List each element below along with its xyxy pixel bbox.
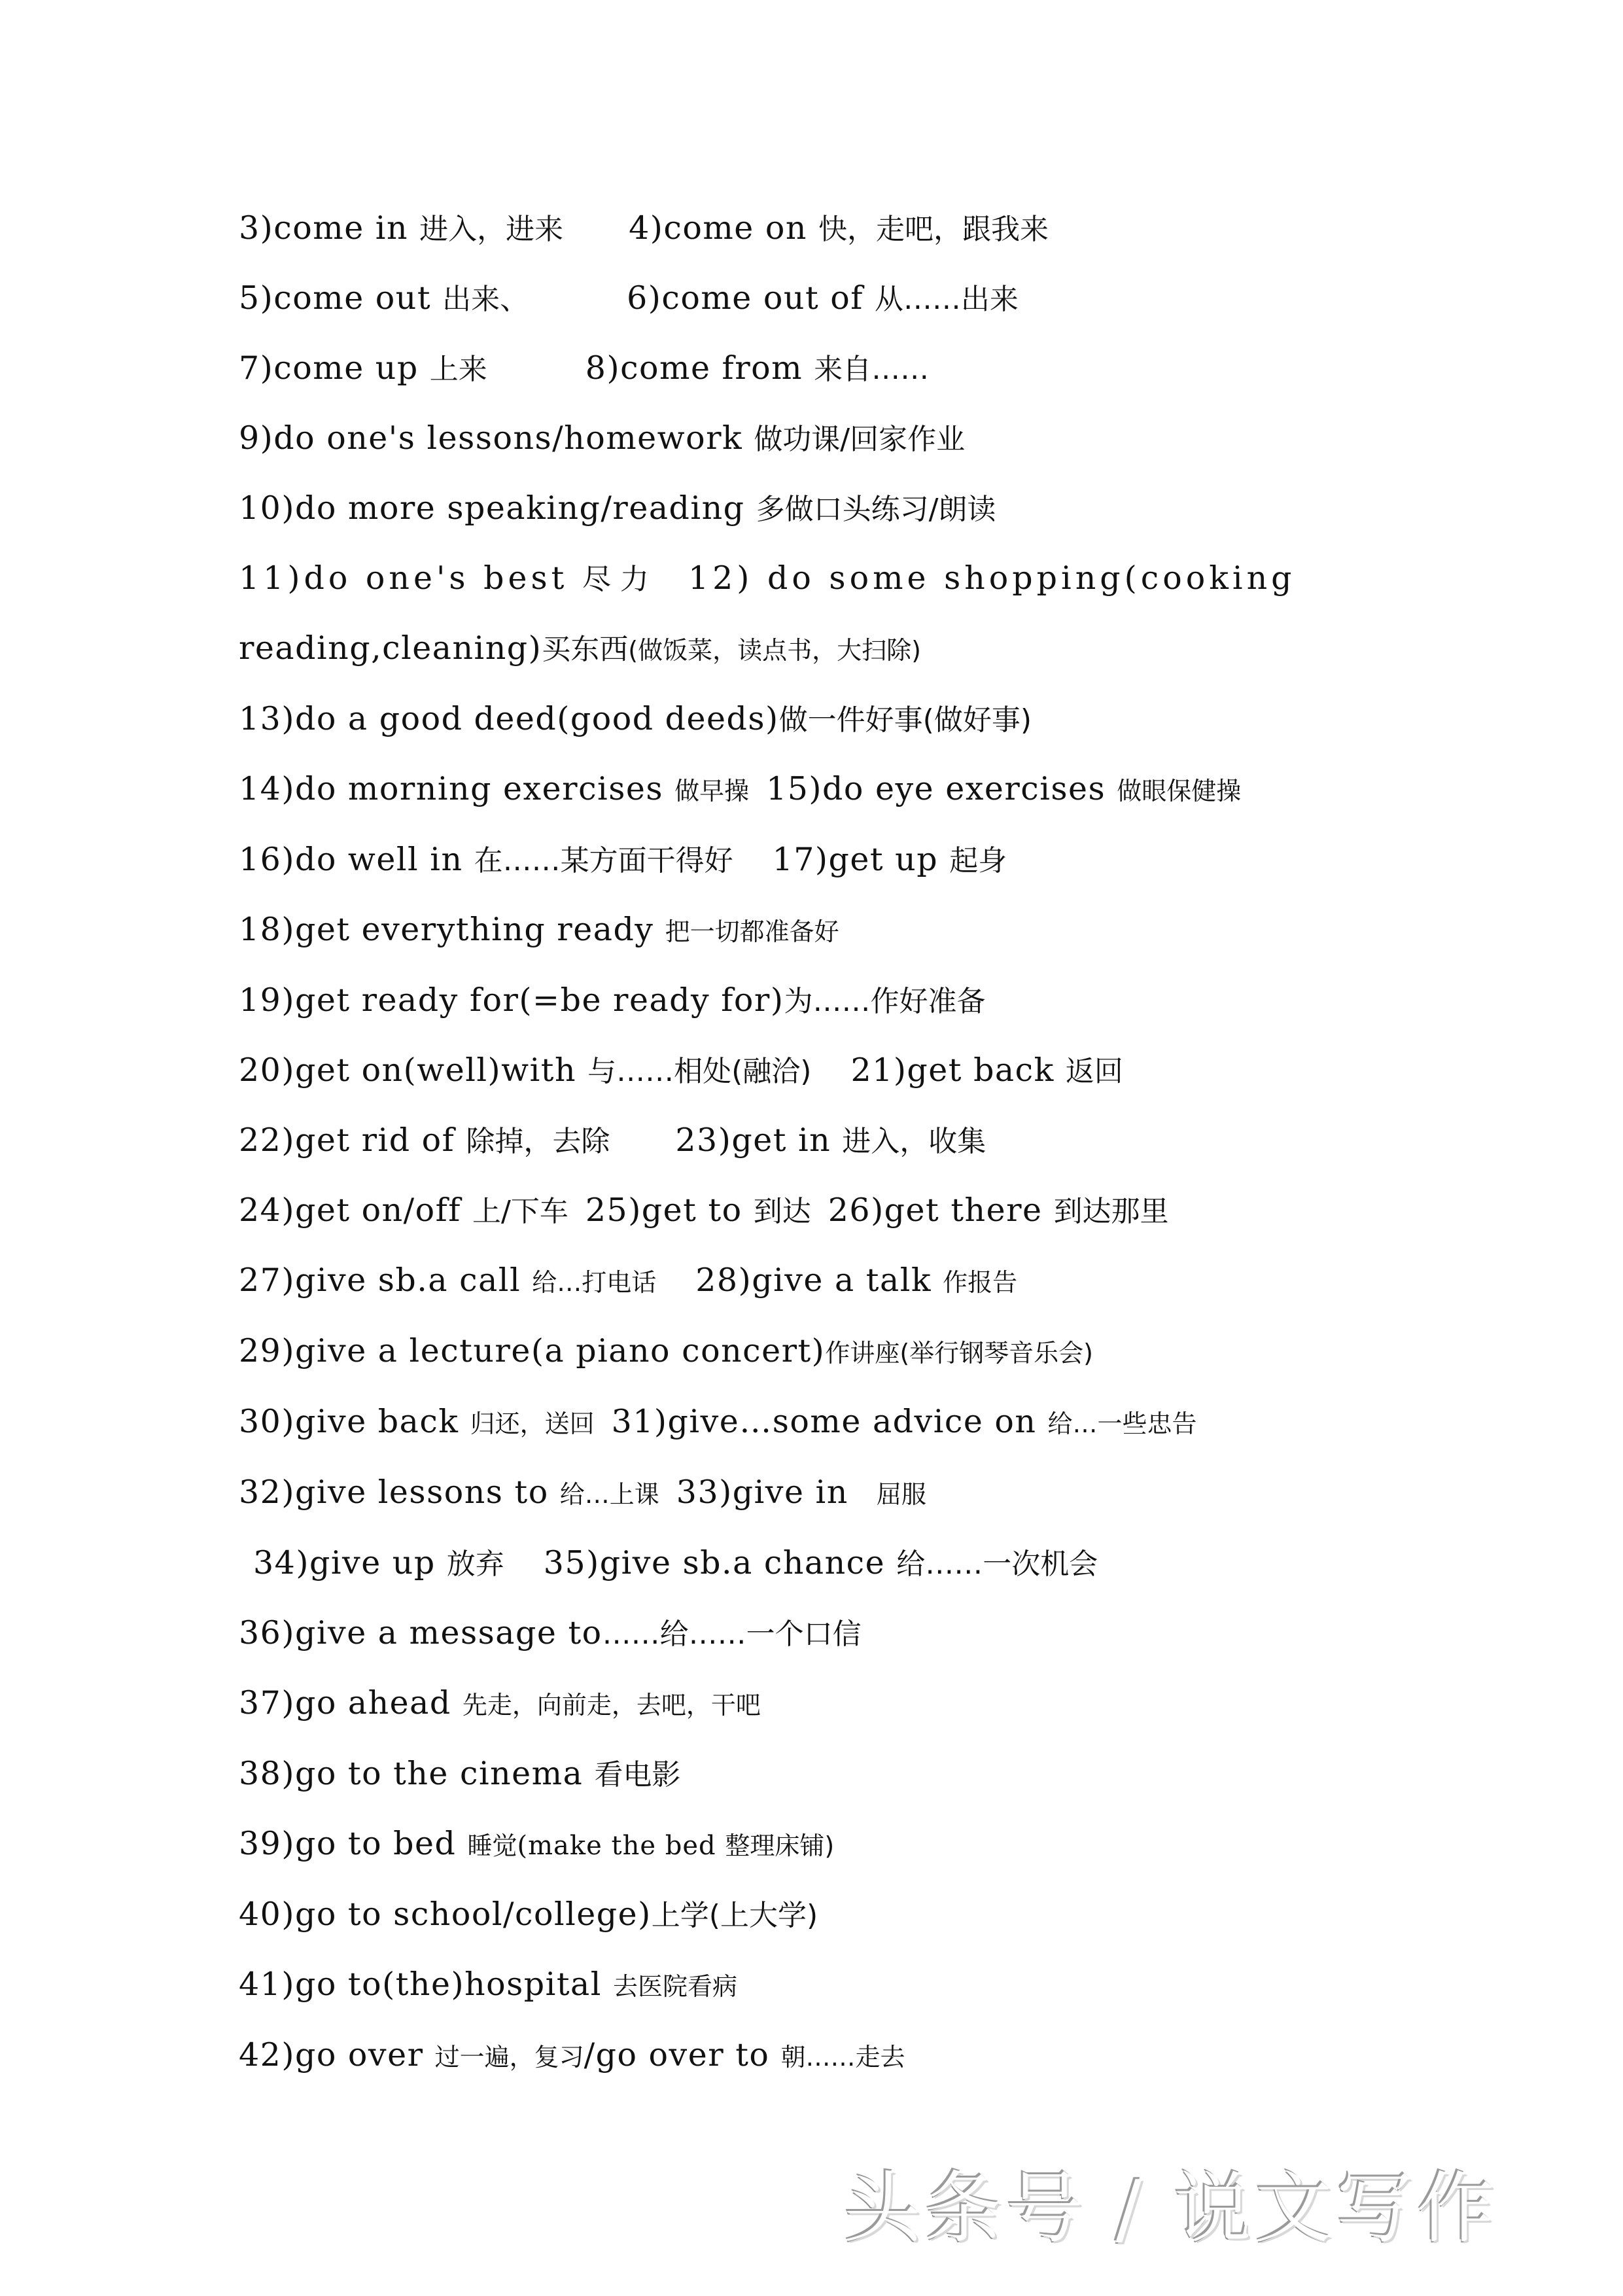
- english-phrase: 16)do well in: [239, 841, 474, 878]
- english-phrase: 18)get everything ready: [239, 911, 665, 948]
- chinese-gloss: 快，走吧，跟我来: [818, 213, 1049, 246]
- chinese-gloss: 进入，收集: [842, 1125, 986, 1158]
- english-phrase: 36)give a message to: [239, 1614, 602, 1651]
- note-line: [239, 1387, 1410, 1458]
- english-phrase: 39)go to bed: [239, 1825, 468, 1862]
- note-line: [239, 1176, 1410, 1246]
- english-phrase: 19)get ready for(=be ready for): [239, 981, 784, 1019]
- english-phrase: /go over to: [584, 2036, 781, 2074]
- chinese-gloss: 除掉，去除: [466, 1125, 610, 1158]
- chinese-gloss: 过一遍，复习: [434, 2043, 584, 2072]
- english-phrase: 11)do one's best: [239, 559, 582, 597]
- english-phrase: 4)come on: [629, 209, 818, 247]
- chinese-gloss: 起身: [949, 844, 1007, 877]
- note-line: [239, 1246, 1410, 1316]
- chinese-gloss: 做早操: [674, 777, 750, 805]
- chinese-gloss: (做饭菜，读点书，大扫除): [628, 636, 921, 665]
- english-phrase: 12) do some shopping(cooking: [688, 559, 1296, 597]
- chinese-gloss: 放弃: [446, 1547, 504, 1581]
- notes-body: [239, 194, 1410, 2091]
- chinese-gloss: 看电影: [594, 1758, 681, 1792]
- chinese-gloss: 到达: [753, 1195, 811, 1228]
- english-phrase: 7)come up: [239, 349, 430, 387]
- chinese-gloss: 把一切都准备好: [665, 917, 839, 946]
- chinese-gloss: 进入，进来: [419, 213, 564, 246]
- chinese-gloss: 给……一次机会: [896, 1547, 1098, 1581]
- english-phrase: 9)do one's lessons/homework: [239, 419, 754, 457]
- chinese-gloss: 上学(上大学): [651, 1899, 818, 1932]
- chinese-gloss: 先走，向前走，去吧，干吧: [462, 1691, 761, 1720]
- note-line: [239, 544, 1410, 614]
- chinese-gloss: 睡觉: [467, 1831, 517, 1860]
- note-line: [239, 1316, 1410, 1387]
- note-line: [239, 1598, 1410, 1669]
- english-phrase: 14)do morning exercises: [239, 770, 675, 807]
- note-line: [239, 1739, 1410, 1809]
- chinese-gloss: 去医院看病: [612, 1972, 737, 2001]
- chinese-gloss: 到达那里: [1053, 1195, 1169, 1228]
- chinese-gloss: 做功课/回家作业: [754, 423, 966, 456]
- chinese-gloss: 作报告: [943, 1268, 1018, 1297]
- english-phrase: 10)do more speaking/reading: [239, 489, 756, 527]
- note-line: [239, 1528, 1410, 1598]
- english-phrase: 30)give back: [239, 1403, 470, 1440]
- chinese-gloss: ……给……一个口信: [602, 1617, 862, 1651]
- chinese-gloss: 与……相处(融洽): [587, 1055, 812, 1088]
- note-line: [239, 1036, 1410, 1106]
- english-phrase: 22)get rid of: [239, 1122, 466, 1159]
- note-line: [239, 684, 1410, 754]
- english-phrase: 6)come out of: [627, 279, 875, 317]
- english-phrase: (make the bed: [517, 1831, 725, 1861]
- chinese-gloss: 做一件好事(做好事): [778, 703, 1032, 737]
- english-phrase: 5)come out: [239, 279, 443, 317]
- note-line: [239, 1106, 1410, 1176]
- note-line: [239, 614, 1410, 684]
- english-phrase: 24)get on/off: [239, 1192, 473, 1229]
- english-phrase: 26)get there: [828, 1192, 1054, 1229]
- note-line: [239, 1950, 1410, 2021]
- english-phrase: 20)get on(well)with: [239, 1051, 588, 1089]
- english-phrase: 37)go ahead: [239, 1684, 462, 1722]
- english-phrase: 28)give a talk: [695, 1262, 943, 1299]
- chinese-gloss: 给…打电话: [532, 1268, 657, 1297]
- chinese-gloss: 上来: [429, 353, 487, 386]
- note-line: [239, 754, 1410, 825]
- english-phrase: 34)give up: [253, 1544, 447, 1581]
- english-phrase: 41)go to(the)hospital: [239, 1966, 613, 2003]
- chinese-gloss: 给…上课: [559, 1480, 659, 1509]
- chinese-gloss: 多做口头练习/朗读: [756, 493, 996, 526]
- chinese-gloss: 上/下车: [472, 1195, 568, 1228]
- english-phrase: 27)give sb.a call: [239, 1262, 532, 1299]
- note-line: [239, 825, 1410, 895]
- chinese-gloss: 归还，送回: [470, 1409, 595, 1438]
- english-phrase: 3)come in: [239, 209, 420, 247]
- chinese-gloss: 返回: [1065, 1055, 1123, 1088]
- note-line: [239, 895, 1410, 966]
- english-phrase: 35)give sb.a chance: [543, 1544, 897, 1581]
- english-phrase: 31)give…some advice on: [611, 1403, 1048, 1440]
- english-phrase: 32)give lessons to: [239, 1474, 560, 1511]
- watermark-text: 头条号 / 说文写作: [844, 2163, 1499, 2253]
- note-line: [239, 404, 1410, 474]
- english-phrase: 15)do eye exercises: [766, 770, 1117, 807]
- chinese-gloss: 给…一些忠告: [1047, 1409, 1197, 1438]
- chinese-gloss: 来自……: [814, 353, 930, 386]
- note-line: [239, 194, 1410, 264]
- english-phrase: 13)do a good deed(good deeds): [239, 700, 779, 737]
- chinese-gloss: 买东西: [542, 633, 629, 666]
- chinese-gloss: 做眼保健操: [1117, 777, 1242, 805]
- english-phrase: 42)go over: [239, 2036, 435, 2074]
- chinese-gloss: 整理床铺): [725, 1831, 835, 1860]
- english-phrase: reading,cleaning): [239, 629, 542, 667]
- english-phrase: 40)go to school/college): [239, 1896, 652, 1933]
- english-phrase: 8)come from: [585, 349, 814, 387]
- chinese-gloss: 屈服: [876, 1480, 926, 1509]
- english-phrase: 29)give a lecture(a piano concert): [239, 1332, 826, 1369]
- english-phrase: 25)get to: [585, 1192, 754, 1229]
- english-phrase: 17)get up: [772, 841, 950, 878]
- english-phrase: 38)go to the cinema: [239, 1755, 595, 1792]
- chinese-gloss: 作讲座(举行钢琴音乐会): [825, 1339, 1093, 1368]
- note-line: [239, 1880, 1410, 1950]
- note-line: [239, 2021, 1410, 2091]
- english-phrase: 21)get back: [850, 1051, 1066, 1089]
- note-line: [239, 966, 1410, 1036]
- chinese-gloss: 为……作好准备: [784, 985, 986, 1018]
- chinese-gloss: 朝……走去: [780, 2043, 905, 2072]
- note-line: [239, 1809, 1410, 1880]
- note-line: [239, 1669, 1410, 1739]
- english-phrase: 23)get in: [675, 1122, 843, 1159]
- chinese-gloss: 尽 力: [582, 563, 649, 596]
- chinese-gloss: 在……某方面干得好: [474, 844, 733, 877]
- chinese-gloss: 从……出来: [874, 283, 1019, 316]
- english-phrase: 33)give in: [676, 1474, 860, 1511]
- note-line: [239, 1458, 1410, 1528]
- note-line: [239, 264, 1410, 334]
- note-line: [239, 334, 1410, 404]
- note-line: [239, 474, 1410, 544]
- chinese-gloss: 出来、: [442, 283, 529, 316]
